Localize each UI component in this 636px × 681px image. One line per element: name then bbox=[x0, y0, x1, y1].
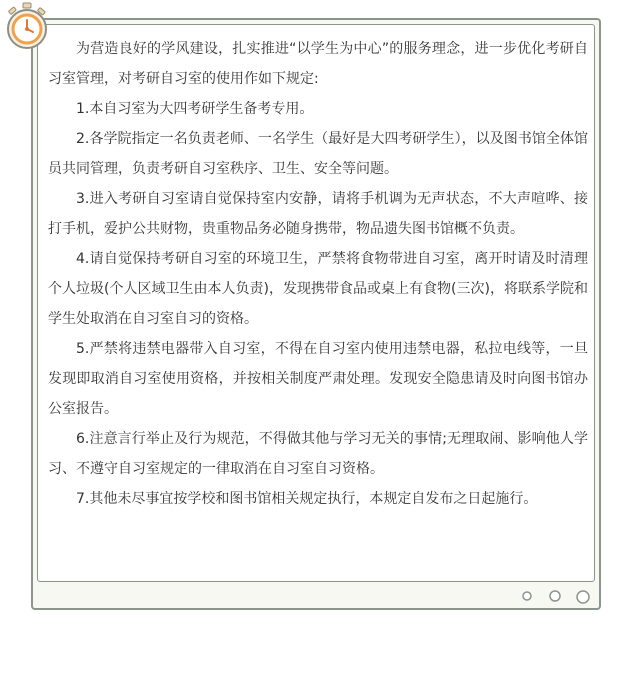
rule-1: 1.本自习室为大四考研学生备考专用。 bbox=[76, 101, 314, 117]
rule-4: 4.请自觉保持考研自习室的环境卫生，严禁将食物带进自习室，离开时请及时清理个人垃圾(个人区域卫生由本人负责)，发现携带食品或桌上有食物(三次)，将联系学院和学生处取消在自习室自习的资格。 bbox=[48, 251, 588, 327]
rule-2: 2.各学院指定一名负责老师、一名学生（最好是大四考研学生），以及图书馆全体馆员共同管理，负责考研自习室秩序、卫生、安全等问题。 bbox=[48, 131, 588, 177]
rule-5: 5.严禁将违禁电器带入自习室，不得在自习室内使用违禁电器，私拉电线等，一旦发现即取消自习室使用资格，并按相关制度严肃处理。发现安全隐患请及时向图书馆办公室报告。 bbox=[48, 341, 588, 417]
decorative-dots bbox=[520, 589, 600, 605]
intro-paragraph: 为营造良好的学风建设，扎实推进“以学生为中心”的服务理念，进一步优化考研自习室管理，对考研自习室的使用作如下规定: bbox=[48, 41, 588, 87]
rule-7: 7.其他未尽事宜按学校和图书馆相关规定执行，本规定自发布之日起施行。 bbox=[76, 491, 538, 507]
regulation-text bbox=[48, 34, 588, 514]
rule-6: 6.注意言行举止及行为规范，不得做其他与学习无关的事情;无理取闹、影响他人学习、不遵守自习室规定的一律取消在自习室自习资格。 bbox=[48, 431, 588, 477]
stopwatch-icon bbox=[4, 2, 50, 50]
rule-3: 3.进入考研自习室请自觉保持室内安静，请将手机调为无声状态，不大声喧哗、接打手机，爱护公共财物，贵重物品务必随身携带，物品遗失图书馆概不负责。 bbox=[48, 191, 588, 237]
